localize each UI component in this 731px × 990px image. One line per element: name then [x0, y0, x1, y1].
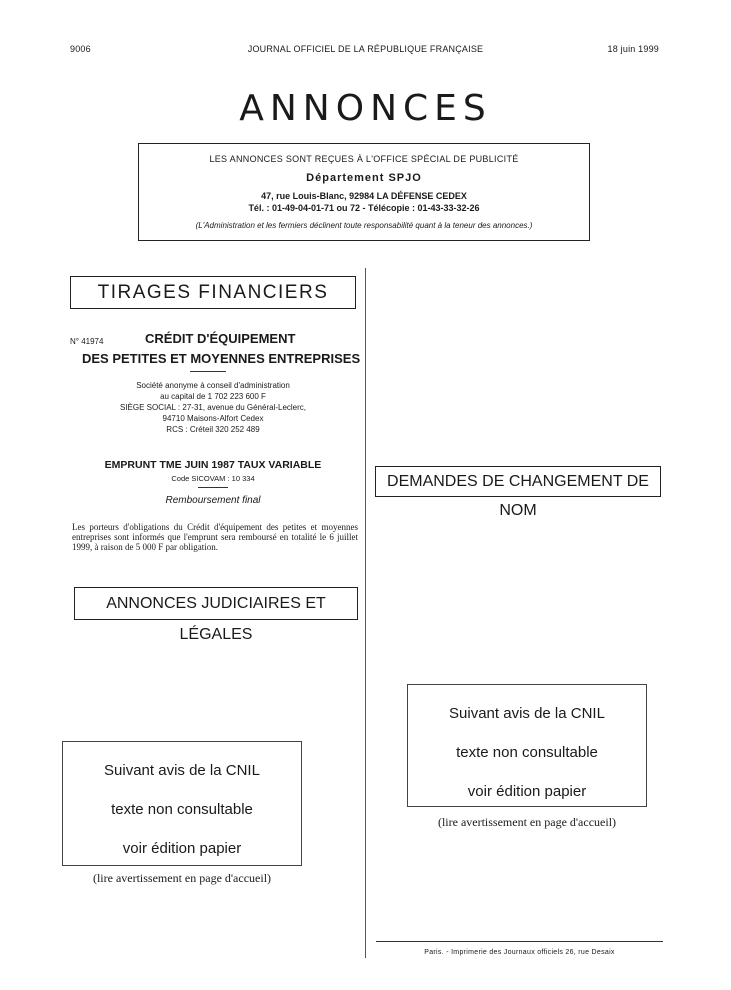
company-detail-line: Société anonyme à conseil d'administration: [136, 381, 290, 390]
column-divider: [365, 268, 366, 958]
page-title: ANNONCES: [239, 88, 492, 129]
company-details: [70, 380, 356, 435]
cnil-warning: (lire avertissement en page d'accueil): [437, 815, 617, 829]
issue-date: 18 juin 1999: [607, 44, 659, 54]
cnil-line2: texte non consultable: [456, 744, 598, 761]
separator-rule: [198, 487, 228, 488]
publicity-notice-box: [138, 143, 590, 241]
cnil-line1: Suivant avis de la CNIL: [104, 762, 260, 779]
journal-title: JOURNAL OFFICIEL DE LA RÉPUBLIQUE FRANÇAISE: [247, 44, 484, 54]
company-detail-line: RCS : Créteil 320 252 489: [166, 425, 260, 434]
repayment-heading: Remboursement final: [165, 495, 261, 506]
cnil-line3: voir édition papier: [467, 783, 587, 800]
section-heading-tirages: TIRAGES FINANCIERS: [70, 276, 356, 309]
printer-footer: Paris. - Imprimerie des Journaux officiels 26, rue Desaix: [424, 949, 615, 956]
company-detail-line: 94710 Maisons-Alfort Cedex: [162, 414, 264, 423]
cnil-notice-box: [62, 741, 302, 885]
announcement-body: Les porteurs d'obligations du Crédit d'équipement des petites et moyennes entreprises sont informés que l'emprunt sera remboursé en totalité le 6 juillet 1999, à raison de 5 000 F par obligation.: [72, 522, 358, 552]
separator-rule: [190, 371, 226, 372]
sicovam-code: Code SICOVAM : 10 334: [171, 474, 255, 483]
company-detail-line: SIÈGE SOCIAL : 27-31, avenue du Général-Leclerc,: [119, 403, 307, 412]
notice-address: 47, rue Louis-Blanc, 92984 LA DÉFENSE CEDEX: [261, 191, 467, 201]
page-number: 9006: [70, 44, 91, 54]
footer-rule: [376, 941, 663, 942]
announcement-number: N° 41974: [70, 337, 104, 346]
notice-intro: LES ANNONCES SONT REÇUES À L'OFFICE SPÉCIAL DE PUBLICITÉ: [209, 154, 519, 164]
company-detail-line: au capital de 1 702 223 600 F: [160, 392, 266, 401]
cnil-line2: texte non consultable: [111, 801, 253, 818]
section-heading-demandes: DEMANDES DE CHANGEMENT DE NOM: [375, 466, 661, 497]
loan-title: EMPRUNT TME JUIN 1987 TAUX VARIABLE: [104, 459, 322, 471]
company-name-line2: DES PETITES ET MOYENNES ENTREPRISES: [82, 351, 361, 366]
cnil-warning: (lire avertissement en page d'accueil): [92, 871, 272, 885]
cnil-notice-box: [407, 684, 647, 829]
cnil-line3: voir édition papier: [122, 840, 242, 857]
cnil-line1: Suivant avis de la CNIL: [449, 705, 605, 722]
notice-department: Département SPJO: [306, 172, 422, 184]
notice-phone: Tél. : 01-49-04-01-71 ou 72 - Télécopie : 01-43-33-32-26: [248, 203, 480, 213]
notice-disclaimer: (L'Administration et les fermiers déclinent toute responsabilité quant à la teneur des annonces.): [195, 221, 533, 230]
company-name-line1: CRÉDIT D'ÉQUIPEMENT: [145, 331, 296, 346]
section-heading-annonces-judiciaires: ANNONCES JUDICIAIRES ET LÉGALES: [74, 587, 358, 620]
